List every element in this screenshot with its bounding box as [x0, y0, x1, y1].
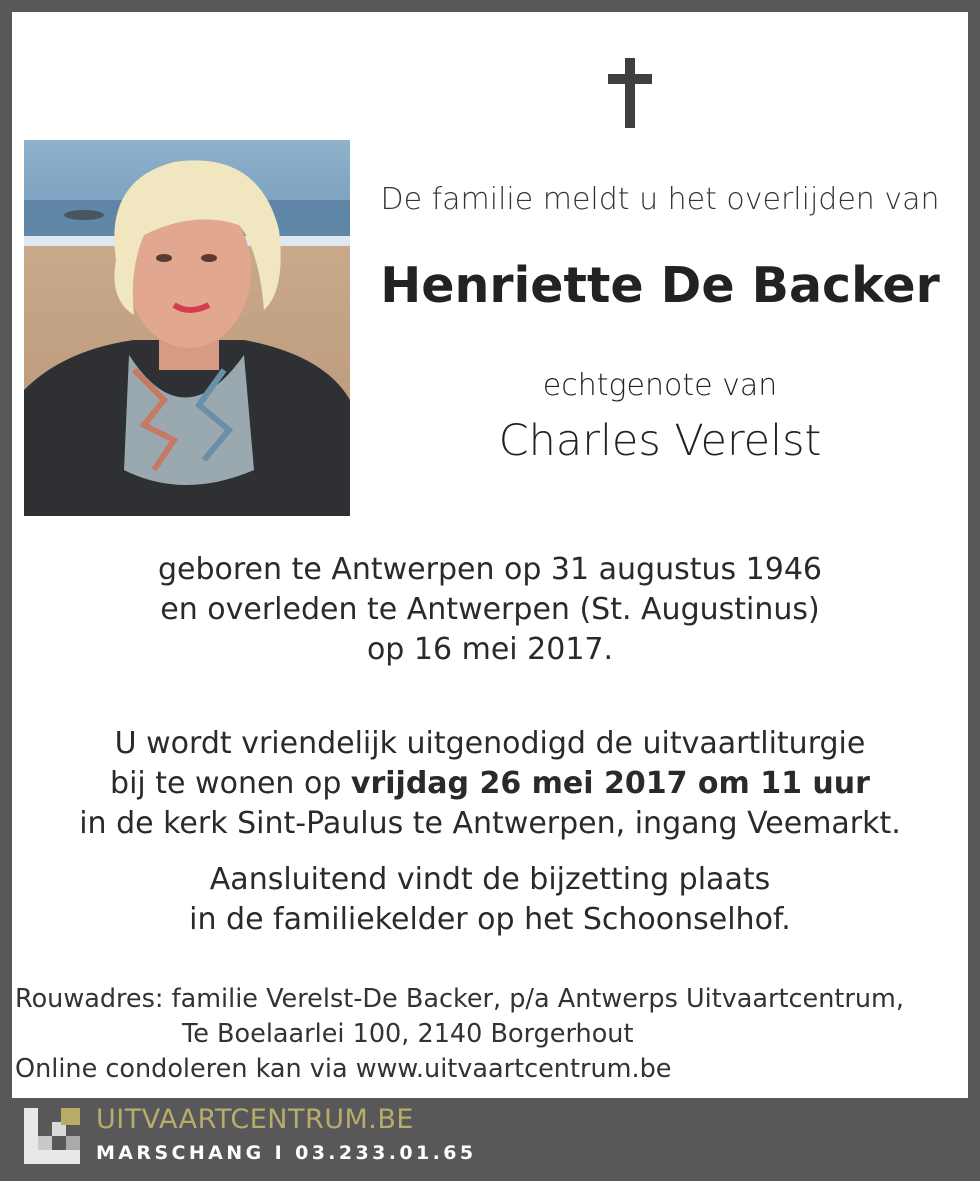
funeral-invitation: [0, 724, 980, 844]
brand-name[interactable]: UITVAARTCENTRUM.BE: [96, 1104, 414, 1135]
portrait-photo: [24, 140, 350, 516]
spouse-name: Charles Verelst: [498, 416, 822, 466]
invite-line-3: in de kerk Sint-Paulus te Antwerpen, ingang Veemarkt.: [79, 806, 901, 841]
invite-line-2: [0, 764, 980, 804]
birth-death-details: [0, 550, 980, 670]
funeral-date-time: vrijdag 26 mei 2017 om 11 uur: [350, 766, 870, 801]
footer-bar: [0, 1098, 980, 1181]
invite-line-2-prefix: bij te wonen op: [110, 766, 351, 801]
spouse-label: echtgenote van: [542, 368, 778, 403]
birth-line: geboren te Antwerpen op 31 augustus 1946: [157, 552, 823, 587]
death-place-line: en overleden te Antwerpen (St. Augustinus): [160, 592, 820, 627]
online-condolence-line[interactable]: Online condoleren kan via www.uitvaartcentrum.be: [15, 1054, 672, 1084]
intro-text: De familie meldt u het overlijden van: [380, 182, 940, 217]
address-line-2: Te Boelaarlei 100, 2140 Borgerhout: [182, 1019, 634, 1049]
deceased-name: Henriette De Backer: [380, 257, 940, 314]
burial-line-1: Aansluitend vindt de bijzetting plaats: [209, 862, 771, 897]
uitvaartcentrum-logo-icon: [24, 1108, 80, 1164]
death-date-line: op 16 mei 2017.: [366, 632, 614, 667]
invite-line-1: U wordt vriendelijk uitgenodigd de uitvaartliturgie: [114, 726, 866, 761]
address-line-1: Rouwadres: familie Verelst-De Backer, p/a Antwerps Uitvaartcentrum,: [15, 984, 904, 1014]
cross-icon: [608, 58, 652, 128]
burial-details: [0, 860, 980, 940]
burial-line-2: in de familiekelder op het Schoonselhof.: [189, 902, 791, 937]
contact-info: MARSCHANG I 03.233.01.65: [96, 1142, 477, 1164]
mourning-address: [15, 982, 904, 1087]
